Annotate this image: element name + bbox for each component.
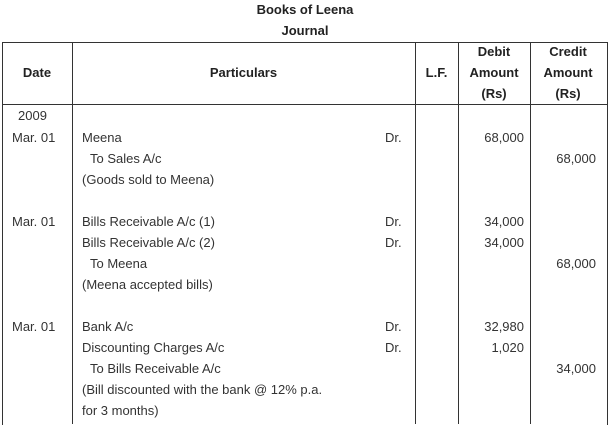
particular-line: Meena xyxy=(82,130,122,145)
dr-marker: Dr. xyxy=(385,130,402,145)
dr-marker: Dr. xyxy=(385,319,402,334)
header-debit xyxy=(458,41,530,104)
header-date: Date xyxy=(22,65,52,80)
debit-amount: 34,000 xyxy=(484,235,524,250)
debit-amount: 32,980 xyxy=(484,319,524,334)
credit-amount: 68,000 xyxy=(556,256,596,271)
dr-marker: Dr. xyxy=(385,340,402,355)
debit-amount: 68,000 xyxy=(484,130,524,145)
particular-line: To Sales A/c xyxy=(90,151,162,166)
credit-amount: 34,000 xyxy=(556,361,596,376)
particular-line: Discounting Charges A/c xyxy=(82,340,225,355)
header-debit-line: (Rs) xyxy=(481,86,507,101)
narration: (Meena accepted bills) xyxy=(82,277,213,292)
col-divider-date xyxy=(72,42,73,424)
book-title: Books of Leena xyxy=(256,2,354,17)
particular-line: To Meena xyxy=(90,256,148,271)
entry-date: Mar. 01 xyxy=(12,214,56,229)
particular-line: Bills Receivable A/c (2) xyxy=(82,235,215,250)
header-particulars: Particulars xyxy=(209,65,278,80)
header-lf: L.F. xyxy=(425,65,448,80)
dr-marker: Dr. xyxy=(385,235,402,250)
narration: (Bill discounted with the bank @ 12% p.a. xyxy=(82,382,323,397)
journal-title: Journal xyxy=(281,23,329,38)
header-credit-line: Amount xyxy=(543,65,593,80)
header-debit-line: Debit xyxy=(477,44,511,59)
header-credit xyxy=(530,41,606,104)
particular-line: To Bills Receivable A/c xyxy=(90,361,221,376)
debit-amount: 34,000 xyxy=(484,214,524,229)
debit-amount: 1,020 xyxy=(491,340,524,355)
particular-line: Bank A/c xyxy=(82,319,134,334)
header-debit-line: Amount xyxy=(469,65,519,80)
year-label: 2009 xyxy=(18,108,47,123)
header-credit-line: Credit xyxy=(549,44,587,59)
narration: for 3 months) xyxy=(82,403,159,418)
entry-date: Mar. 01 xyxy=(12,130,56,145)
particular-line: Bills Receivable A/c (1) xyxy=(82,214,215,229)
dr-marker: Dr. xyxy=(385,214,402,229)
narration: (Goods sold to Meena) xyxy=(82,172,215,187)
credit-amount: 68,000 xyxy=(556,151,596,166)
col-divider-particulars xyxy=(415,42,416,424)
entry-date: Mar. 01 xyxy=(12,319,56,334)
header-credit-line: (Rs) xyxy=(555,86,581,101)
header-divider xyxy=(2,104,607,105)
